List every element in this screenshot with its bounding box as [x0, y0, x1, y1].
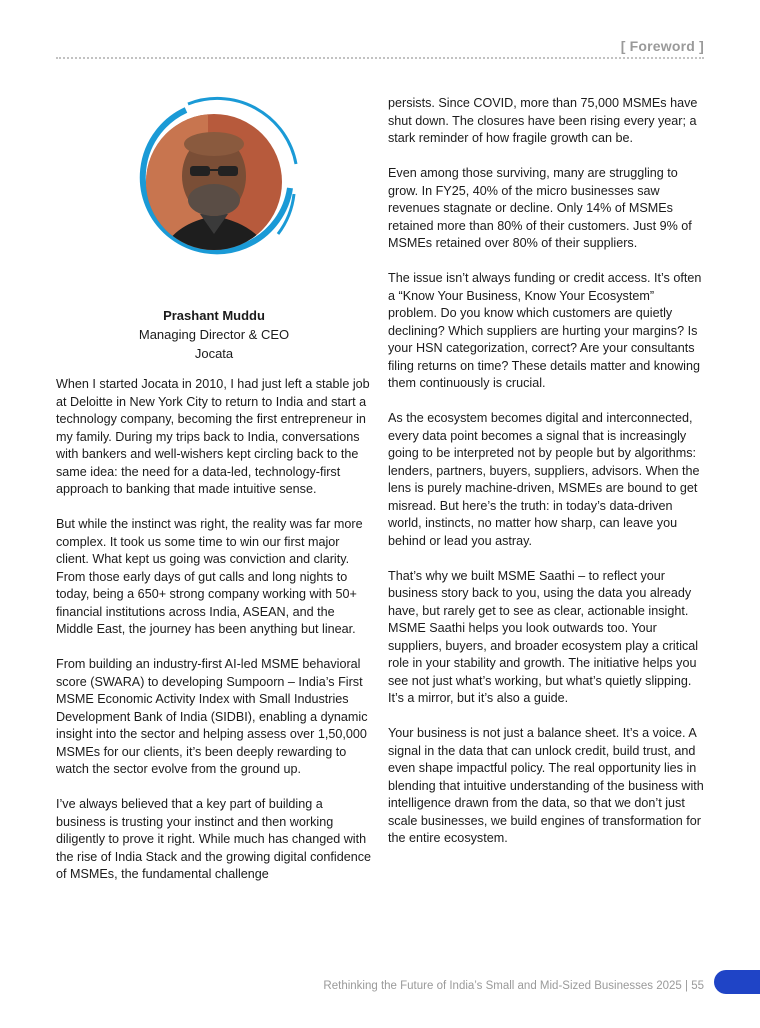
paragraph: Your business is not just a balance sheet. It’s a voice. A signal in the data that can unlock credit, build trust, and even shape impactful policy. The real opportunity lies in blending that intuitive understanding of the business with intelligence drawn from the data, so that we don’t just scale businesses, we build engines of transformation for the entire ecosystem. — [388, 726, 704, 845]
right-column — [388, 95, 706, 865]
paragraph: The issue isn’t always funding or credit access. It’s often a “Know Your Business, Know Your Ecosystem” problem. Do you know which customers are quietly declining? Which suppliers are hurting your margins? Is your HSN categorization, correct? Are your consultants filing returns on time? These details matter and knowing them continuously is crucial. — [388, 271, 702, 390]
paragraph: As the ecosystem becomes digital and interconnected, every data point becomes a signal that is increasingly going to be interpreted not by people but by algorithms: lenders, partners, buyers, suppliers, advisors. When the lens is purely machine-driven, MSMEs are bound to get misread. But here’s the truth: in today’s data-driven world, instincts, no matter how sharp, can leave you behind or lead you astray. — [388, 411, 700, 548]
profile-photo — [128, 94, 304, 270]
footer-accent-tab — [714, 970, 760, 994]
profile-name: Prashant Muddu — [163, 308, 265, 323]
footer-text: Rethinking the Future of India’s Small and Mid-Sized Businesses 2025 | 55 — [323, 980, 704, 992]
paragraph: That’s why we built MSME Saathi – to reflect your business story back to you, using the data you already have, but rarely get to see as clear, actionable insight. MSME Saathi helps you look outwards too. Your suppliers, buyers, and broader ecosystem play a critical role in your stability and growth. The initiative helps you see not just what’s working, but what’s quietly slipping. It’s a mirror, but it’s also a guide. — [388, 568, 699, 705]
left-column — [56, 376, 374, 901]
section-tag: [ Foreword ] — [620, 38, 704, 54]
paragraph: Even among those surviving, many are struggling to grow. In FY25, 40% of the micro businesses saw revenues stagnate or decline. Only 14% of MSMEs retained more than 80% of their customers. Just 9% of MSMEs retained over 80% of their suppliers. — [388, 166, 692, 250]
profile-block — [56, 306, 372, 363]
profile-title: Managing Director & CEO — [138, 327, 290, 342]
paragraph: persists. Since COVID, more than 75,000 MSMEs have shut down. The closures have been rising every year; a stark reminder of how fragile growth can be. — [388, 96, 698, 145]
paragraph: From building an industry-first AI-led MSME behavioral score (SWARA) to developing Sumpoorn – India’s First MSME Economic Activity Index with Small Industries Development Bank of India (SIDBI), enabling a dynamic insight into the sector and helping assess over 1,50,000 MSMEs for our clients, it’s been deeply rewarding to watch the sector evolve from the ground up. — [56, 657, 368, 776]
header-divider — [56, 57, 704, 59]
profile-company: Jocata — [194, 346, 234, 361]
paragraph: But while the instinct was right, the reality was far more complex. It took us some time to win our first major client. What kept us going was conviction and clarity. From those early days of gut calls and long nights to today, being a 650+ strong company working with 50+ financial institutions across India, ASEAN, and the Middle East, the journey has been anything but linear. — [56, 517, 363, 636]
paragraph: When I started Jocata in 2010, I had just left a stable job at Deloitte in New York City to return to India and start a technology company, becoming the first entrepreneur in my family. During my trips back to India, conversations with bankers and well-wishers kept circling back to the same idea: the need for a data-led, technology-first approach to banking that made intuitive sense. — [56, 377, 370, 496]
paragraph: I’ve always believed that a key part of building a business is trusting your instinct and then working diligently to prove it right. While much has changed with the rise of India Stack and the growing digital confidence of MSMEs, the fundamental challenge — [56, 797, 372, 881]
